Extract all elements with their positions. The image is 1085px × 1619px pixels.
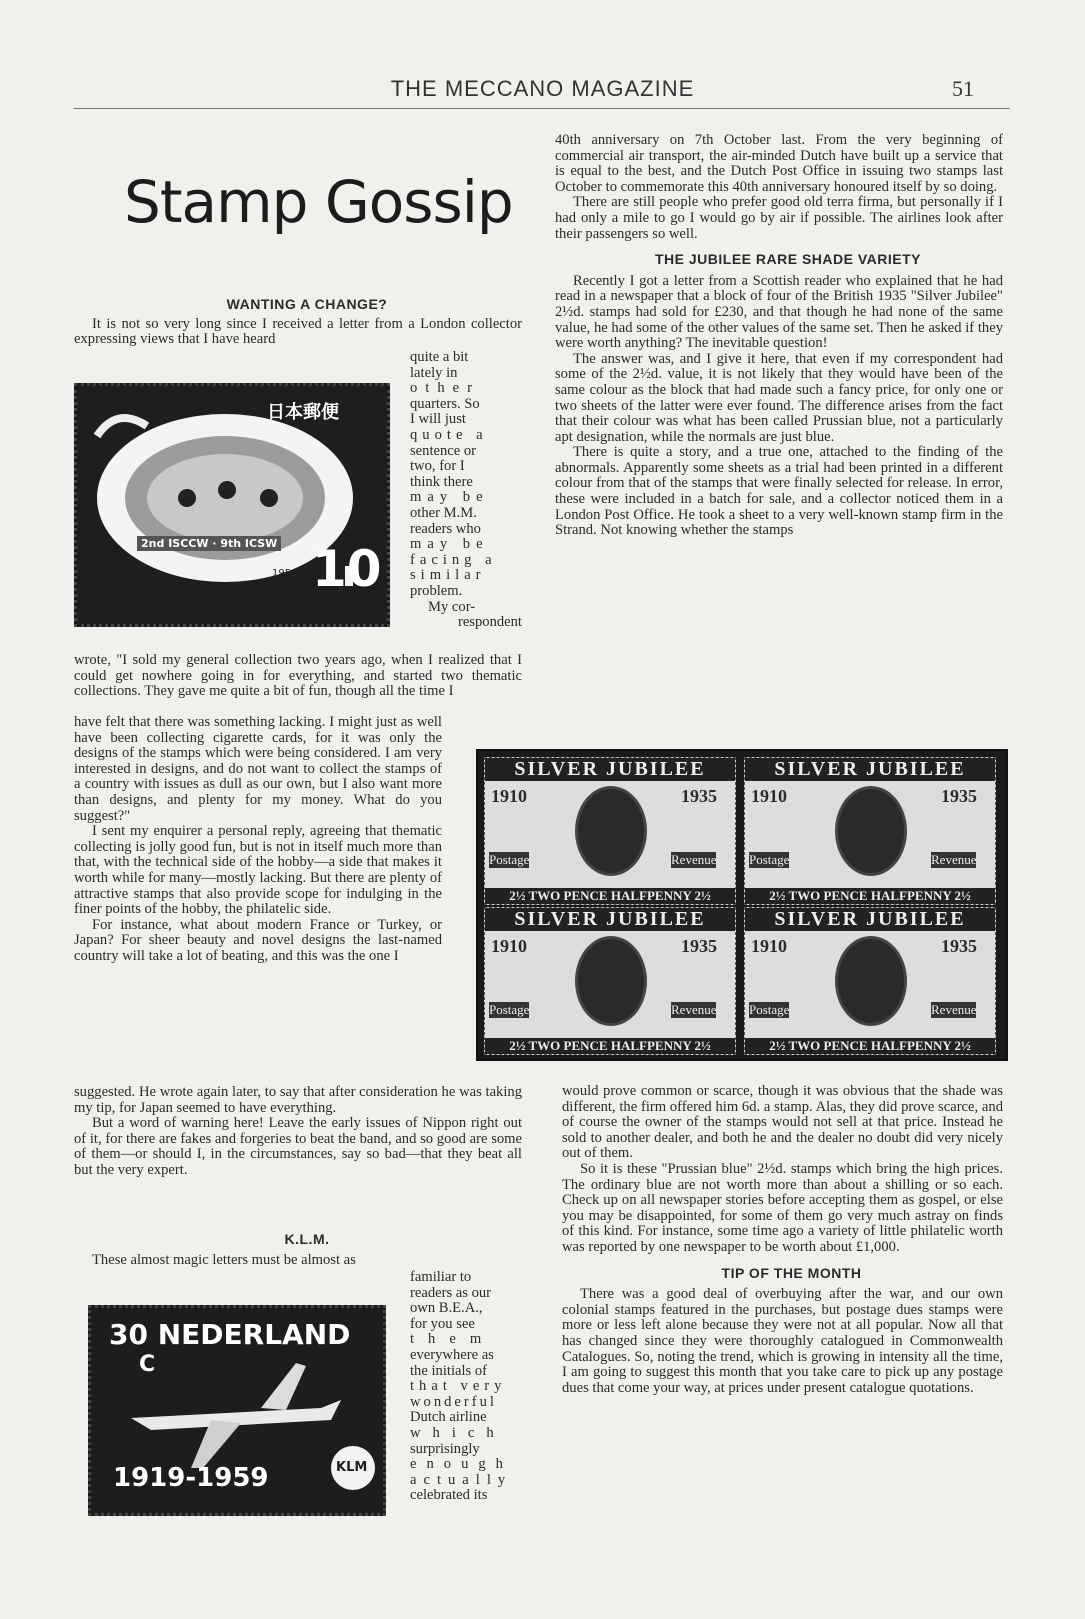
section-wanting-continued (74, 715, 442, 965)
jubilee-revenue: Revenue (931, 852, 977, 867)
paragraph-prussian-blue: So it is these "Prussian blue" 2½d. stamps which bring the high prices. The ordinary blue are not worth more than about a shilling or so each. Check up on all newspaper stories before accepting them as gospel, or else you may be disappointed, for some of them go very much astray on finds of this kind. For instance, some time ago a variety of little philatelic worth was reported by one newspaper to be worth about £1,000. (562, 1160, 1003, 1255)
wrap-line: other M.M. (410, 504, 477, 521)
heading-jubilee: THE JUBILEE RARE SHADE VARIETY (655, 251, 921, 268)
jubilee-stamp (744, 757, 996, 905)
jubilee-bottom-text: 2½ TWO PENCE HALFPENNY 2½ (745, 888, 995, 904)
jubilee-year-left: 1910 (491, 936, 527, 956)
jubilee-top-text: SILVER JUBILEE (485, 758, 735, 781)
section-klm (74, 1232, 522, 1268)
right-column-top (555, 133, 1003, 539)
paragraph-for-instance: For instance, what about modern France or Turkey, or Japan? For sheer beauty and novel designs the last-named country will take a lot of beating, and this was the one I (74, 916, 442, 964)
japan-stamp-band: 2nd ISCCW · 9th ICSW (137, 536, 281, 551)
wrap-line: think there (410, 473, 473, 490)
wrap-text-1 (410, 350, 522, 631)
wrap-line: which (410, 1424, 506, 1441)
jubilee-postage: Postage (489, 852, 530, 867)
king-portrait (575, 936, 647, 1026)
jubilee-year-left: 1910 (751, 786, 787, 806)
jubilee-year-right: 1935 (941, 936, 977, 956)
paragraph-quote-wide (74, 653, 522, 700)
klm-stamp-image (88, 1305, 386, 1516)
jubilee-top-text: SILVER JUBILEE (745, 908, 995, 931)
japan-stamp-value: 10 (312, 540, 382, 598)
wrap-line: actually (410, 1471, 513, 1488)
paragraph-terra-firma: There are still people who prefer good old terra firma, but personally if I had only a mile to go I would go by air if possible. The airlines look after their passengers so well. (555, 194, 1003, 242)
section-wanting (74, 297, 522, 348)
wrap-line: readers who (410, 520, 481, 537)
jubilee-bottom-text: 2½ TWO PENCE HALFPENNY 2½ (485, 1038, 735, 1054)
wrap-line: everywhere as (410, 1346, 494, 1363)
jubilee-postage: Postage (749, 1002, 790, 1017)
paragraph-suggested: suggested. He wrote again later, to say that after consideration he was taking my tip, for Japan seemed to have everything. (74, 1084, 522, 1116)
japan-stamp-script: 日本郵便 (267, 402, 339, 423)
jubilee-revenue: Revenue (671, 1002, 717, 1017)
jubilee-year-right: 1935 (941, 786, 977, 806)
wrap-line: quite a bit (410, 349, 469, 365)
japan-stamp-year: 1958 (272, 568, 298, 579)
paragraph-intro: It is not so very long since I received a letter from a London collector expressing views that I have heard (74, 315, 522, 348)
wrap-line: quarters. So (410, 395, 480, 412)
paragraph-tip: There was a good deal of overbuying after the war, and our own colonial stamps featured in the purchases, but postage dues stamps were more or less left alone because they were not at all popular. Now all that has changed since they were thoroughly catalogued in Commonwealth Catalogues. So, noting the trend, which is growing in intensity all the time, I am going to suggest this month that you take care to pick up any postage dues that come your way, at prices under present catalogue quotations. (562, 1286, 1003, 1396)
paragraph-common-or-scarce: would prove common or scarce, though it was obvious that the shade was different, the firm offered him 6d. a stamp. Alas, they did prove scarce, and of course the owner of the stamps would not sell at that price. Instead he sold to another dealer, and both he and the dealer no doubt did very nicely out of them. (562, 1083, 1003, 1162)
heading-wanting-a-change: WANTING A CHANGE? (226, 296, 388, 312)
wrap-line: similar (410, 567, 486, 584)
jubilee-revenue: Revenue (931, 1002, 977, 1017)
jubilee-stamp (484, 907, 736, 1055)
wrap-line: the initials of (410, 1362, 488, 1379)
paragraph-quote-end: have felt that there was something lacking. I might just as well have been collecting cigarette cards, for it was only the designs of the stamps which were being considered. I am very interested in designs, and do not want to collect the stamps of a country with issues as dull as our own, but I also want more than designs, and plenty for my money. What do you suggest?" (74, 714, 442, 824)
jubilee-bottom-text: 2½ TWO PENCE HALFPENNY 2½ (745, 1038, 995, 1054)
jubilee-top-text: SILVER JUBILEE (745, 758, 995, 781)
right-column-bottom (562, 1084, 1003, 1396)
king-portrait (575, 786, 647, 876)
magazine-title: THE MECCANO MAGAZINE (390, 76, 695, 101)
header-rule (74, 108, 1010, 109)
wrap-line: I will just (410, 411, 466, 428)
klm-stamp-value-country: 30 NEDERLAND (109, 1318, 351, 1351)
wrap-line: readers as our (410, 1284, 492, 1301)
wrap-line: that very (410, 1378, 507, 1395)
jubilee-year-left: 1910 (491, 786, 527, 806)
wrap-line: lately in (410, 364, 458, 381)
jubilee-top-text: SILVER JUBILEE (485, 908, 735, 931)
wrap-line: them (410, 1331, 496, 1348)
jubilee-stamp (744, 907, 996, 1055)
wrap-line: two, for I (410, 458, 465, 475)
wrap-line: facing a (410, 551, 497, 568)
jubilee-bottom-text: 2½ TWO PENCE HALFPENNY 2½ (485, 888, 735, 904)
wrap-line: own B.E.A., (410, 1300, 483, 1317)
wrap-line: for you see (410, 1315, 475, 1332)
jubilee-year-left: 1910 (751, 936, 787, 956)
heading-klm: K.L.M. (284, 1231, 330, 1247)
wrap-line: wonderful (410, 1393, 497, 1410)
wrap-line: surprisingly (410, 1440, 480, 1457)
wrap-text-2 (410, 1270, 522, 1504)
klm-stamp-letter: C (139, 1352, 156, 1377)
wrap-line: sentence or (410, 442, 477, 459)
jubilee-revenue: Revenue (671, 852, 717, 867)
paragraph-warning: But a word of warning here! Leave the early issues of Nippon right out of it, for there are fakes and forgeries to beat the band, and so good are some of them—or should I, in the circumstances, say so bad—that they beat all but the very expert. (74, 1115, 522, 1178)
paragraph-jubilee-story: There is quite a story, and a true one, attached to the finding of the abnormals. Apparently some sheets as a trial had been printed in a different colour from that of the stamps that were finally selected for release. In error, these were included in a batch for sale, and a collector noticed them in a London Post Office. He took a sheet to a very well-known stamp firm in the Strand. Not knowing whether the stamps (555, 444, 1003, 539)
wrap-line: respondent (457, 614, 522, 631)
paragraph-klm-anniversary: 40th anniversary on 7th October last. From the very beginning of commercial air transport, the air-minded Dutch have built up a service that is equal to the best, and the Dutch Post Office in issuing two stamps last October to commemorate this 40th anniversary honoured itself by so doing. (555, 132, 1003, 195)
wrap-line: problem. (410, 582, 463, 599)
page-number: 51 (952, 76, 974, 101)
klm-logo: KLM (336, 1460, 368, 1475)
king-portrait (835, 786, 907, 876)
wrap-line: Dutch airline (410, 1409, 487, 1426)
wrap-line: quote a (410, 426, 488, 443)
paragraph-reply: I sent my enquirer a personal reply, agreeing that thematic collecting is jolly good fun, but is not in itself much more than that, with the technical side of the hobby—a side that makes it worth while for many—mostly lacking. But there are plenty of attractive stamps that also provide scope for indulging in the finer points of the hobby, the philatelic side. (74, 823, 442, 918)
article-title: Stamp Gossip (124, 168, 513, 236)
king-portrait (835, 936, 907, 1026)
paragraph-klm-intro: These almost magic letters must be almost as (92, 1251, 356, 1268)
jubilee-year-right: 1935 (681, 786, 717, 806)
wrap-line: celebrated its (410, 1487, 488, 1504)
wrap-line: familiar to (410, 1269, 472, 1285)
jubilee-stamp (484, 757, 736, 905)
wrap-line: enough (410, 1456, 513, 1473)
jubilee-postage: Postage (489, 1002, 530, 1017)
wrap-line: may be (410, 536, 489, 553)
section-wanting-end (74, 1085, 522, 1179)
jubilee-postage: Postage (749, 852, 790, 867)
paragraph-jubilee-answer: The answer was, and I give it here, that even if my correspondent had some of the 2½d. value, it is not likely that they would have been of the same colour as the block that had made such a fancy price, for only one or two sheets of the latter were ever found. The difference arises from the fact that their colour was what has been called Prussian blue, not a particularly apt designation, while the normals are just blue. (555, 350, 1003, 445)
paragraph-quote-start: wrote, "I sold my general collection two years ago, when I realized that I could get nowhere going in for everything, and started two thematic collections. They gave me quite a bit of fun, though all the time I (74, 652, 522, 700)
japan-stamp-image (74, 383, 390, 627)
jubilee-block-image (476, 749, 1008, 1061)
wrap-line: My cor- (428, 598, 476, 615)
wrap-line: other (410, 380, 480, 397)
jubilee-year-right: 1935 (681, 936, 717, 956)
wrap-line: may be (410, 489, 489, 506)
heading-tip-of-the-month: TIP OF THE MONTH (721, 1264, 862, 1281)
paragraph-jubilee-letter: Recently I got a letter from a Scottish reader who explained that he had read in a newspaper that a block of four of the British 1935 "Silver Jubilee" 2½d. stamps had sold for £230, and that though he had none of the same value, he had some of the other values of the same set. Then he asked if they were worth anything? The inevitable question! (555, 272, 1003, 352)
klm-stamp-years: 1919-1959 (113, 1463, 269, 1493)
